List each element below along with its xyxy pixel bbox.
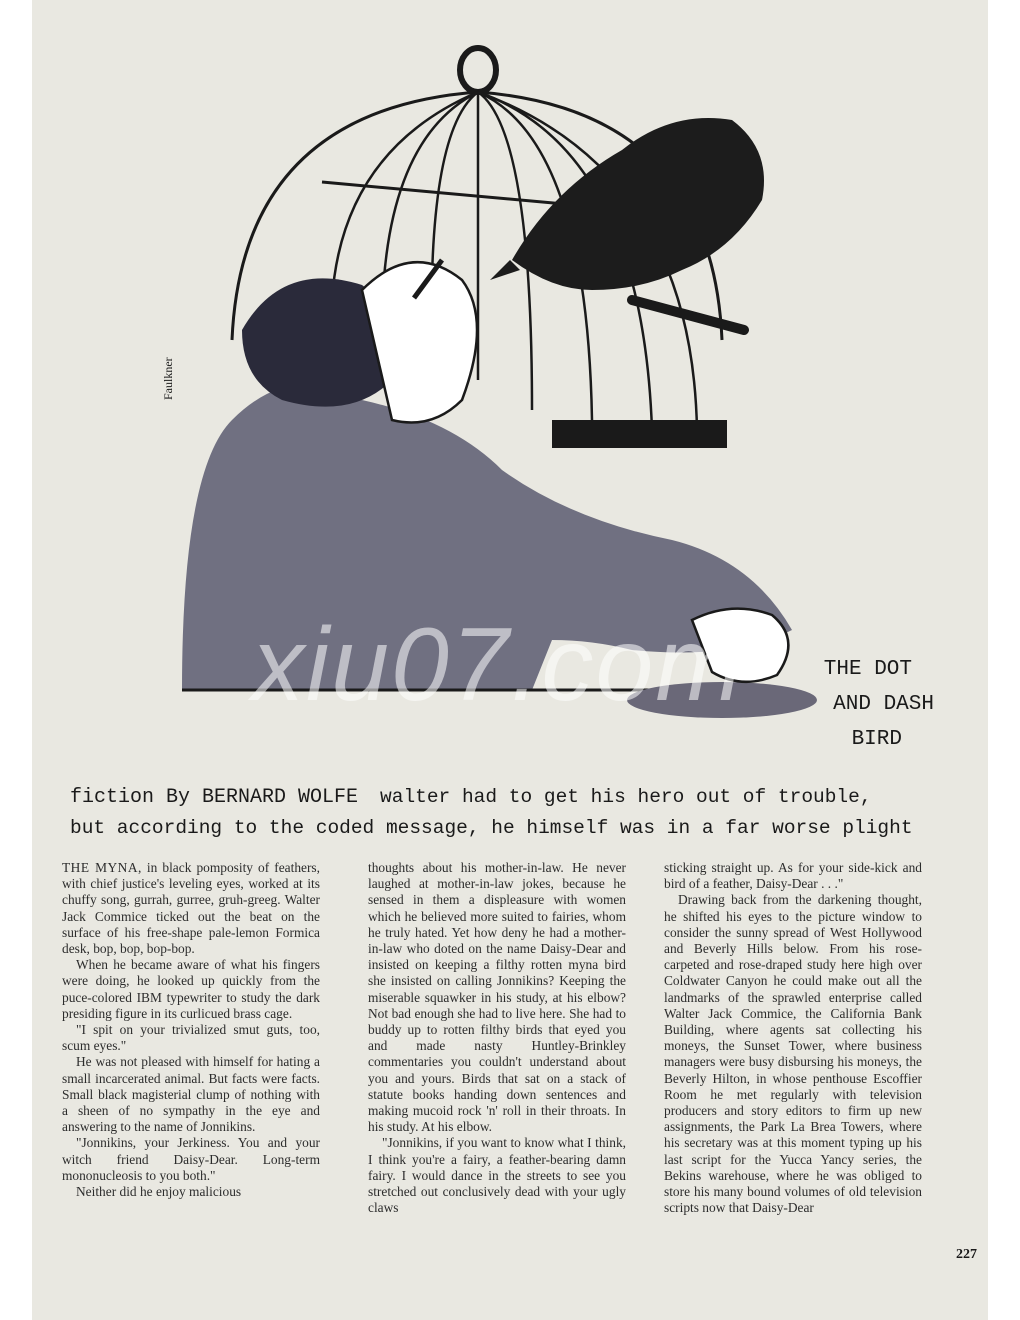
paragraph: "I spit on your trivialized smut guts, too, scum eyes.": [62, 1022, 320, 1054]
paragraph: Drawing back from the darkening thought, he shifted his eyes to the picture window to consider the sunny spread of West Hollywood and Beverly Hills below. From his rose-carpeted and rose-draped study here high over Coldwater Canyon he could make out all the landmarks of the sprawled enterprise called Walter Jack Commice, the California Bank Building, where agents sat collecting his moneys, the Sunset Tower, where business managers were busy disbursing his moneys, the Beverly Hilton, in whose penthouse Escoffier Room he met regularly with television producers and story editors to firm up new assignments, the Park La Brea Towers, where his secretary was at this moment typing up his last script for the Yucca Yancy series, the Bekins warehouse, where he was obliged to store his many bound volumes of old television scripts now that Daisy-Dear: [664, 892, 922, 1216]
perch-bar: [632, 300, 744, 330]
deck-text-1: walter had to get his hero out of trouble,: [380, 786, 872, 808]
lead-in: THE MYNA,: [62, 860, 142, 875]
paragraph: "Jonnikins, if you want to know what I think, I think you're a fairy, a feather-bearing damn fairy. I would dance in the streets to see you stretched out conclusively dead with your ugly claws: [368, 1135, 626, 1216]
body-column-3: [664, 860, 922, 1216]
title-line-1: THE DOT: [823, 658, 912, 681]
paragraph: THE MYNA, in black pomposity of feathers, with chief justice's leveling eyes, worked at its chuffy song, gurrah, gurree, gruh-greeg. Walter Jack Commice ticked out the beat on the surface of his free-shape pale-lemon Formica desk, bop, bop, bop-bop.: [62, 860, 320, 957]
man-hand: [362, 262, 477, 422]
byline: fiction By BERNARD WOLFE: [70, 786, 359, 809]
paragraph: Neither did he enjoy malicious: [76, 1184, 242, 1200]
cage-base: [552, 420, 727, 448]
artist-signature: Faulkner: [161, 357, 175, 400]
story-deck: [70, 782, 950, 844]
paragraph: He was not pleased with himself for hating a small incarcerated animal. But facts were facts. Small black magisterial clump of nothing with a sheen of no sympathy in the eye and answering to the name of Jonnikins.: [62, 1054, 320, 1135]
paragraph: thoughts about his mother-in-law. He never laughed at mother-in-law jokes, because he sensed in them a displeasure with women which he believed more suited to fairies, whom he truly hated. Yet how deny he had a mother-in-law who doted on the name Daisy-Dear and insisted on keeping a filthy rotten myna bird she insisted on calling Jonnikins? Keeping the miserable squawker in his study, at his elbow? Not bad enough she had to live here. She had to buddy up to rotten filthy birds that eyed you and made nasty Huntley-Brinkley commentaries you couldn't understand about you and yours. Birds that sat on a stack of statute books handing down sentences and making mucoid rock 'n' roll in their throats. In his study. At his elbow.: [368, 860, 626, 1135]
magazine-page: [32, 0, 988, 1320]
deck-line-2: but according to the coded message, he himself was in a far worse plight: [70, 817, 913, 839]
body-column-1: [62, 860, 320, 1200]
paragraph: "Jonnikins, your Jerkiness. You and your witch friend Daisy-Dear. Long-term mononucleosis to you both.": [62, 1135, 320, 1183]
deck-line-1: [70, 782, 950, 813]
watermark: xiu07.com: [252, 607, 744, 723]
title-line-2: AND DASH: [833, 693, 934, 716]
body-column-2: [368, 860, 626, 1216]
page-number: 227: [956, 1247, 977, 1262]
paragraph: When he became aware of what his fingers were doing, he looked up quickly from the puce-colored IBM typewriter to study the dark presiding figure in its curlicued brass cage.: [62, 957, 320, 1021]
title-line-3: BIRD: [851, 728, 902, 751]
story-title: [796, 652, 976, 757]
cage-ring: [460, 48, 496, 92]
paragraph: sticking straight up. As for your side-kick and bird of a feather, Daisy-Dear . . .": [664, 860, 922, 892]
